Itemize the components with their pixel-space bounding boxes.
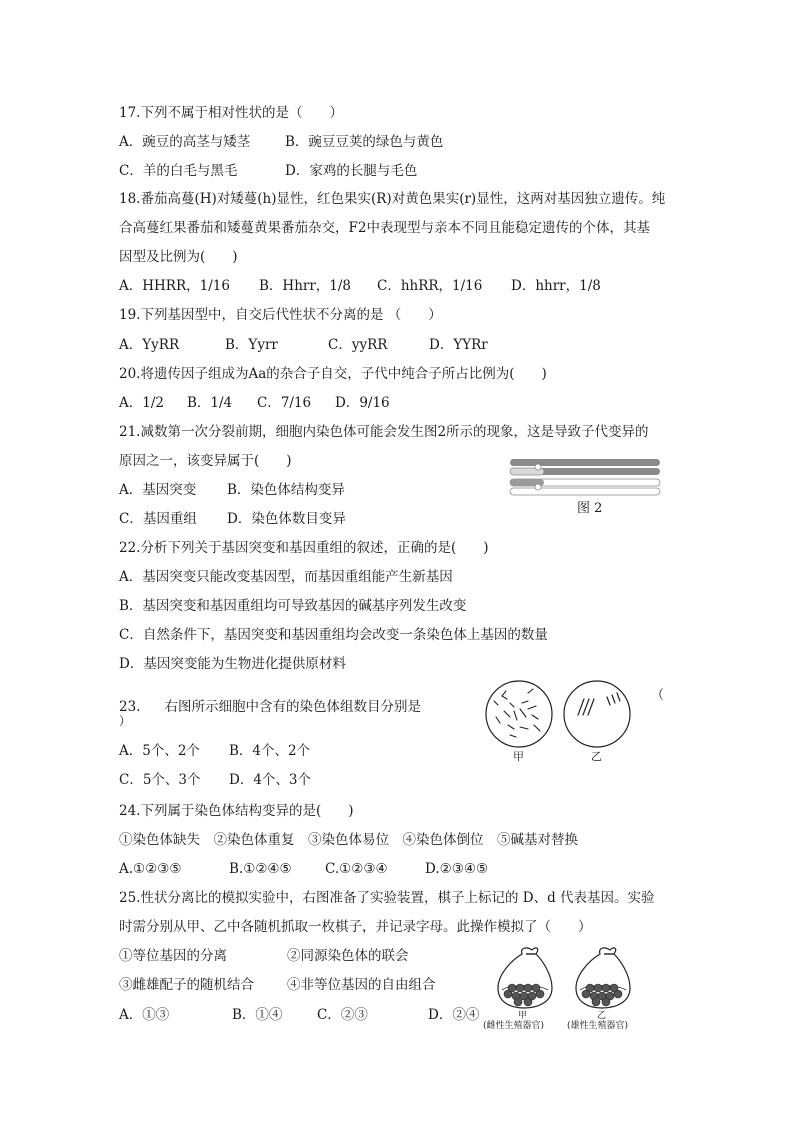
q23-stem-line <box>119 698 421 716</box>
q20-option-b[interactable]: B．1/4 <box>187 395 233 411</box>
q25-item-2: ②同源染色体的联会 <box>287 948 409 964</box>
q25-option-d[interactable]: D．②④ <box>428 1007 479 1023</box>
q24-options <box>119 860 488 878</box>
q23-paren-open: （ <box>651 688 665 703</box>
cell-jia <box>486 681 552 747</box>
q19-option-a[interactable]: A．YyRR <box>119 337 180 353</box>
q25-stem-line1: 25.性状分离比的模拟实验中，右图准备了实验装置，棋子上标记的 D、d 代表基因。实验 <box>119 890 655 906</box>
q21-stem-line2: 原因之一，该变异属于( ) <box>119 453 292 469</box>
q20-option-c[interactable]: C．7/16 <box>257 395 312 411</box>
q18-option-d[interactable]: D．hhrr，1/8 <box>511 278 601 294</box>
cell-diagram <box>484 679 634 751</box>
q21-option-b[interactable]: B．染色体结构变异 <box>227 482 345 498</box>
q21-options-row2 <box>119 510 346 528</box>
q18-stem-line1: 18.番茄高蔓(H)对矮蔓(h)显性，红色果实(R)对黄色果实(r)显性，这两对基因独立遗传。纯 <box>119 191 666 207</box>
bag-sublabel-yi: (雄性生殖器官) <box>567 1021 629 1031</box>
q25-option-b[interactable]: B．①④ <box>232 1007 283 1023</box>
q22-option-b[interactable]: B．基因突变和基因重组均可导致基因的碱基序列发生改变 <box>119 598 467 614</box>
q24-option-c[interactable]: C.①②③④ <box>325 861 388 877</box>
q19-option-b[interactable]: B．Yyrr <box>225 337 278 353</box>
q24-stem: 24.下列属于染色体结构变异的是( ) <box>119 803 354 819</box>
q24-option-a[interactable]: A.①②③⑤ <box>119 861 182 877</box>
q20-option-a[interactable]: A．1/2 <box>119 395 164 411</box>
q18-option-b[interactable]: B．Hhrr，1/8 <box>259 278 352 294</box>
q21-options-row1 <box>119 481 345 499</box>
q18-stem-line3: 因型及比例为( ) <box>119 249 238 265</box>
q23-stem: 右图所示细胞中含有的染色体组数目分别是 <box>164 699 421 715</box>
q17-stem: 17.下列不属于相对性状的是（ ） <box>119 105 343 121</box>
q22-option-d[interactable]: D．基因突变能为生物进化提供原材料 <box>119 656 346 672</box>
q25-option-a[interactable]: A．①③ <box>119 1007 170 1023</box>
q17-option-b[interactable]: B．豌豆豆荚的绿色与黄色 <box>285 134 444 150</box>
q25-item-4: ④非等位基因的自由组合 <box>287 977 436 993</box>
q25-items-row2 <box>119 976 436 994</box>
figure-2-caption: 图 2 <box>577 501 603 516</box>
q17-options-row2 <box>119 162 417 180</box>
q23-option-c[interactable]: C．5个、3个 <box>119 772 201 788</box>
q25-option-c[interactable]: C．②③ <box>317 1007 368 1023</box>
q23-option-b[interactable]: B．4个、2个 <box>229 743 311 759</box>
q20-stem: 20.将遗传因子组成为Aa的杂合子自交，子代中纯合子所占比例为( ) <box>119 366 547 382</box>
q17-option-a[interactable]: A．豌豆的高茎与矮茎 <box>119 134 251 150</box>
bag-label-yi: 乙 <box>597 1011 607 1021</box>
cell-yi <box>564 681 630 747</box>
q22-option-c[interactable]: C．自然条件下，基因突变和基因重组均会改变一条染色体上基因的数量 <box>119 627 548 643</box>
q25-item-3: ③雌雄配子的随机结合 <box>119 977 254 993</box>
q23-options-row1 <box>119 742 310 760</box>
bag-yi <box>576 948 630 1008</box>
q19-option-d[interactable]: D．YYRr <box>429 337 488 353</box>
cell-label-jia: 甲 <box>513 750 524 763</box>
q20-options <box>119 394 390 412</box>
q23-options-row2 <box>119 771 311 789</box>
q24-option-b[interactable]: B.①②④⑤ <box>229 861 292 877</box>
q17-options-row1 <box>119 133 443 151</box>
q19-option-c[interactable]: C．yyRR <box>328 337 388 353</box>
q21-option-a[interactable]: A．基因突变 <box>119 482 197 498</box>
q17-option-d[interactable]: D．家鸡的长腿与毛色 <box>285 163 418 179</box>
q25-stem-line2: 时需分别从甲、乙中各随机抓取一枚棋子，并记录字母。此操作模拟了（ ） <box>119 919 592 935</box>
q21-option-c[interactable]: C．基因重组 <box>119 511 197 527</box>
q20-option-d[interactable]: D．9/16 <box>335 395 390 411</box>
q21-stem-line1: 21.减数第一次分裂前期，细胞内染色体可能会发生图2所示的现象，这是导致子代变异的 <box>119 424 649 440</box>
q17-option-c[interactable]: C．羊的白毛与黑毛 <box>119 163 238 179</box>
figure-2-chromosomes <box>508 457 664 499</box>
bag-jia <box>498 948 552 1008</box>
q19-options <box>119 336 488 354</box>
q21-option-d[interactable]: D．染色体数目变异 <box>227 511 346 527</box>
q19-stem: 19.下列基因型中，自交后代性状不分离的是 （ ） <box>119 307 442 323</box>
bag-sublabel-jia: (雌性生殖器官) <box>483 1021 545 1031</box>
q18-options <box>119 277 601 295</box>
q25-item-1: ①等位基因的分离 <box>119 948 227 964</box>
q23-number: 23. <box>119 699 141 715</box>
bag-label-jia: 甲 <box>518 1011 528 1021</box>
chromosome-pair-upper <box>510 459 660 475</box>
cell-label-yi: 乙 <box>591 750 602 763</box>
chromosome-pair-lower <box>510 479 660 495</box>
q18-option-a[interactable]: A．HHRR，1/16 <box>119 278 230 294</box>
q25-items-row1 <box>119 947 409 965</box>
q18-stem-line2: 合高蔓红果番茄和矮蔓黄果番茄杂交，F2中表现型与亲本不同且能稳定遗传的个体，其基 <box>119 220 650 236</box>
q23-option-d[interactable]: D．4个、3个 <box>229 772 312 788</box>
q22-option-a[interactable]: A．基因突变只能改变基因型，而基因重组能产生新基因 <box>119 569 453 585</box>
bags-diagram <box>492 944 642 1010</box>
q23-option-a[interactable]: A．5个、2个 <box>119 743 200 759</box>
q18-option-c[interactable]: C．hhRR，1/16 <box>377 278 483 294</box>
q25-options <box>119 1006 479 1024</box>
q23-paren-close: ） <box>119 714 132 728</box>
q24-option-d[interactable]: D.②③④⑤ <box>425 861 489 877</box>
q22-stem: 22.分析下列关于基因突变和基因重组的叙述，正确的是( ) <box>119 540 489 556</box>
q24-items: ①染色体缺失 ②染色体重复 ③染色体易位 ④染色体倒位 ⑤碱基对替换 <box>119 832 578 848</box>
